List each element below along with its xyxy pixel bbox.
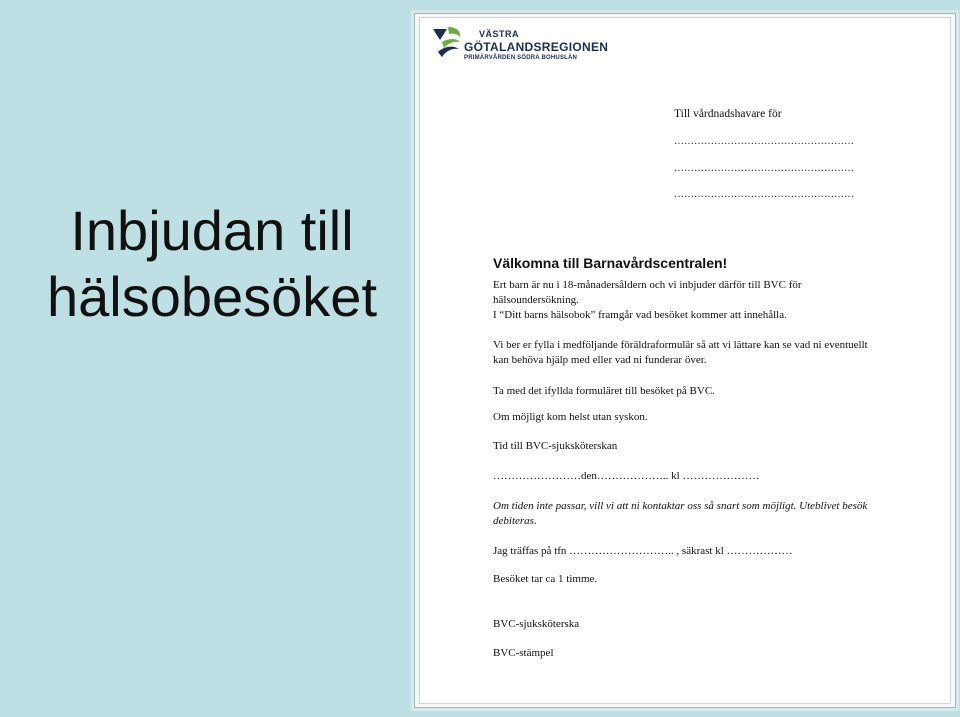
logo-emblem-icon <box>432 26 462 60</box>
logo-text-vastra: VÄSTRA <box>479 29 520 39</box>
address-line-1: ……………………………………………… <box>674 136 854 147</box>
paragraph-form: Vi ber er fylla i medföljande föräldraformulär så att vi lättare kan se vad ni eventuellt kan behöva hjälp med eller vad ni funderar över. <box>493 339 868 366</box>
slide-title-line2: hälsobesöket <box>46 265 377 328</box>
logo-text-unit: PRIMÄRVÅRDEN SÖDRA BOHUSLÄN <box>464 55 578 61</box>
paragraph-appointment-fields: ……………………den……………….. kl ………………… <box>493 470 760 482</box>
paragraph-contact-us: Om tiden inte passar, vill vi att ni kontaktar oss så snart som möjligt. Uteblivet besök debiteras. <box>493 500 868 527</box>
paragraph-health-book: I “Ditt barns hälsobok” framgår vad besöket kommer att innehålla. <box>493 309 787 321</box>
paragraph-siblings: Om möjligt kom helst utan syskon. <box>493 411 648 423</box>
logo-text-region: GÖTALANDSREGIONEN <box>464 40 609 54</box>
vastra-gotalandsregionen-logo <box>432 26 632 66</box>
slide-title <box>22 198 402 330</box>
paragraph-bring-form: Ta med det ifyllda formuläret till besöket på BVC. <box>493 385 715 397</box>
signature-nurse: BVC-sjuksköterska <box>493 618 580 630</box>
paragraph-appointment-label: Tid till BVC-sjuksköterskan <box>493 440 618 452</box>
signature-stamp: BVC-stämpel <box>493 647 554 659</box>
address-line-2: ……………………………………………… <box>674 163 854 174</box>
paragraph-phone: Jag träffas på tfn ……………………….. , säkrast kl ……………… <box>493 545 793 557</box>
document-heading: Välkomna till Barnavårdscentralen! <box>493 255 728 271</box>
address-label: Till vårdnadshavare för <box>674 108 782 120</box>
slide-title-line1: Inbjudan till <box>70 199 354 262</box>
paragraph-invitation: Ert barn är nu i 18-månadersåldern och vi inbjuder därför till BVC för hälsoundersökning. <box>493 279 802 306</box>
document-page <box>419 17 951 704</box>
address-line-3: ……………………………………………… <box>674 189 854 200</box>
paragraph-duration: Besöket tar ca 1 timme. <box>493 573 598 585</box>
document-image <box>414 13 956 708</box>
